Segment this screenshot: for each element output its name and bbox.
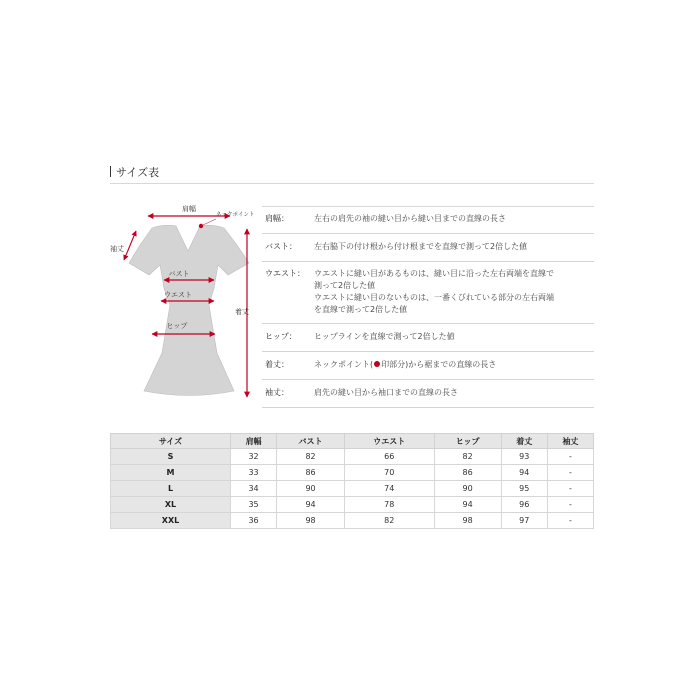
table-row xyxy=(111,497,594,513)
definition-text: 左右脇下の付け根から付け根までを直線で測って2倍した値 xyxy=(314,242,528,251)
header-bust: バスト xyxy=(277,434,345,449)
cell: 94 xyxy=(434,497,501,513)
header-length: 着丈 xyxy=(501,434,547,449)
definition-length xyxy=(262,352,594,380)
definition-shoulder xyxy=(262,206,594,234)
neck-point-leader xyxy=(203,219,216,225)
table-row xyxy=(111,481,594,497)
definition-text: ヒップラインを直線で測って2倍した値 xyxy=(314,332,455,341)
definition-term: バスト： xyxy=(265,242,297,251)
cell: 32 xyxy=(231,449,277,465)
header-sleeve: 袖丈 xyxy=(547,434,593,449)
header-hip: ヒップ xyxy=(434,434,501,449)
definition-term: ヒップ： xyxy=(265,332,297,341)
cell: 70 xyxy=(344,465,434,481)
cell: - xyxy=(547,481,593,497)
cell: - xyxy=(547,449,593,465)
table-header-row xyxy=(111,434,594,449)
cell: 95 xyxy=(501,481,547,497)
cell: 93 xyxy=(501,449,547,465)
shoulder-label: 肩幅 xyxy=(182,205,196,213)
table-row xyxy=(111,449,594,465)
cell: 94 xyxy=(277,497,345,513)
definition-bust xyxy=(262,234,594,262)
definition-term: 肩幅： xyxy=(265,214,289,223)
cell: - xyxy=(547,497,593,513)
cell: - xyxy=(547,465,593,481)
cell: 82 xyxy=(344,513,434,529)
table-row xyxy=(111,513,594,529)
sleeve-label: 袖丈 xyxy=(110,245,124,253)
size-table xyxy=(110,433,594,529)
row-size: S xyxy=(111,449,231,465)
neck-point-dot-icon xyxy=(374,361,380,367)
dress-svg xyxy=(104,193,264,423)
cell: 36 xyxy=(231,513,277,529)
row-size: M xyxy=(111,465,231,481)
waist-label: ウエスト xyxy=(164,291,192,299)
cell: 96 xyxy=(501,497,547,513)
measurement-definitions xyxy=(262,206,594,408)
cell: 66 xyxy=(344,449,434,465)
dress-shape xyxy=(129,225,249,395)
bust-label: バスト xyxy=(168,270,190,278)
definition-text: 左右の肩先の袖の縫い目から縫い目までの直線の長さ xyxy=(314,214,506,223)
cell: 86 xyxy=(277,465,345,481)
section-title: サイズ表 xyxy=(110,164,159,180)
definition-sleeve xyxy=(262,380,594,408)
definition-text: ネックポイント( 印部分)から裾までの直線の長さ xyxy=(314,360,497,369)
hip-label: ヒップ xyxy=(166,322,188,330)
definition-hip xyxy=(262,324,594,352)
cell: 35 xyxy=(231,497,277,513)
cell: 34 xyxy=(231,481,277,497)
table-row xyxy=(111,465,594,481)
header-size: サイズ xyxy=(111,434,231,449)
header-waist: ウエスト xyxy=(344,434,434,449)
header-shoulder: 肩幅 xyxy=(231,434,277,449)
definition-text: 肩先の縫い目から袖口までの直線の長さ xyxy=(314,388,458,397)
cell: 78 xyxy=(344,497,434,513)
row-size: L xyxy=(111,481,231,497)
section-divider xyxy=(110,183,594,184)
cell: 82 xyxy=(277,449,345,465)
row-size: XL xyxy=(111,497,231,513)
row-size: XXL xyxy=(111,513,231,529)
cell: 90 xyxy=(434,481,501,497)
title-bar xyxy=(110,166,111,177)
definition-term: 袖丈： xyxy=(265,388,289,397)
dress-diagram xyxy=(104,193,264,423)
length-label: 着丈 xyxy=(235,308,249,316)
cell: 74 xyxy=(344,481,434,497)
definition-term: 着丈： xyxy=(265,360,289,369)
cell: 90 xyxy=(277,481,345,497)
cell: 94 xyxy=(501,465,547,481)
neck-point-dot xyxy=(199,224,203,228)
cell: 33 xyxy=(231,465,277,481)
cell: 82 xyxy=(434,449,501,465)
cell: 86 xyxy=(434,465,501,481)
definition-text: ウエストに縫い目があるものは、縫い目に沿った左右両端を直線で 測って2倍した値 ウエストに縫い目のないものは、一番くびれている部分の左右両端 を直線で測って2倍した値 xyxy=(314,269,554,314)
cell: 97 xyxy=(501,513,547,529)
definition-term: ウエスト： xyxy=(265,269,305,278)
cell: 98 xyxy=(434,513,501,529)
cell: 98 xyxy=(277,513,345,529)
cell: - xyxy=(547,513,593,529)
neck-point-label: ネックポイント xyxy=(216,212,255,218)
definition-waist xyxy=(262,262,594,324)
